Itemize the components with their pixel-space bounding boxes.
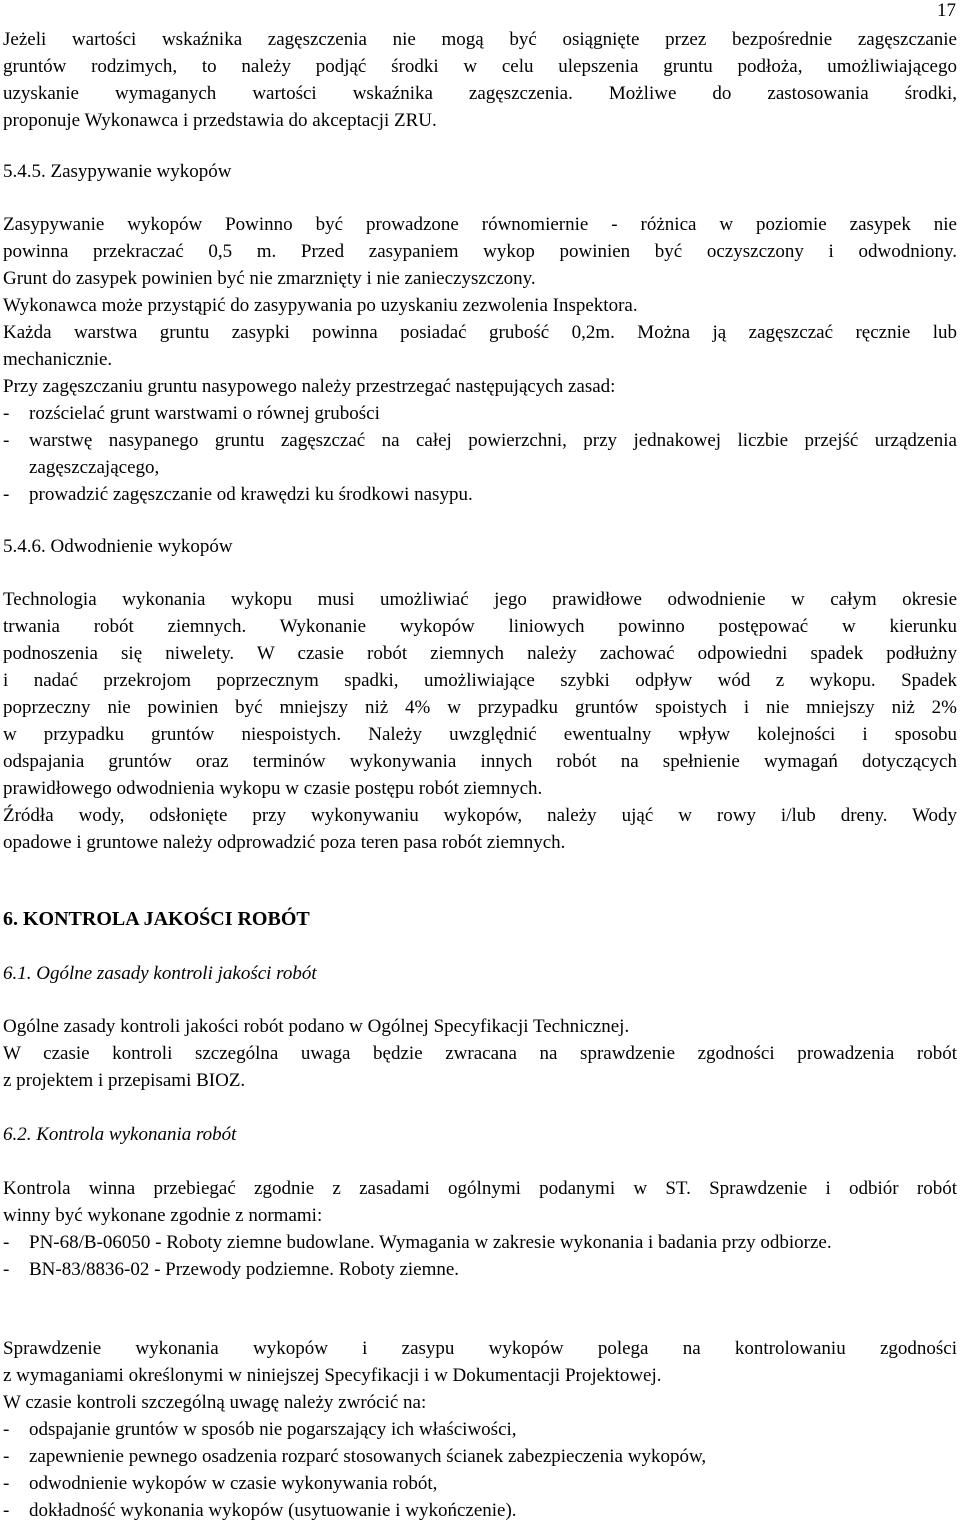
list-item — [3, 1256, 957, 1283]
list-item-text: zapewnienie pewnego osadzenia rozparć stosowanych ścianek zabezpieczenia wykopów, — [29, 1446, 707, 1467]
section-62-checks — [3, 1335, 957, 1524]
paragraph-line: Przy zagęszczaniu gruntu nasypowego należy przestrzegać następujących zasad: — [3, 376, 616, 397]
list-item — [3, 1229, 957, 1256]
list-dash: - — [3, 1473, 10, 1494]
list-item-text: dokładność wykonania wykopów (usytuowanie i wykończenie). — [29, 1500, 517, 1521]
list-item — [3, 1443, 957, 1470]
list-item — [3, 1416, 957, 1443]
subsection-heading-61: 6.1. Ogólne zasady kontroli jakości robót — [3, 963, 317, 984]
paragraph-line: Zasypywanie wykopów Powinno być prowadzone równomiernie - różnica w poziomie zasypek nie — [3, 214, 957, 235]
list-item-text: rozścielać grunt warstwami o równej grubości — [29, 403, 380, 424]
paragraph-line: prawidłowego odwodnienia wykopu w czasie postępu robót ziemnych. — [3, 778, 543, 799]
paragraph-line: podnoszenia się niwelety. W czasie robót ziemnych należy zachować odpowiedni spadek podłużny — [3, 643, 957, 664]
intro-line: gruntów rodzimych, to należy podjąć środki w celu ulepszenia gruntu podłoża, umożliwiającego — [3, 56, 957, 77]
list-dash: - — [3, 403, 10, 424]
list-item — [3, 1470, 957, 1497]
paragraph-line: winny być wykonane zgodnie z normami: — [3, 1205, 323, 1226]
section-546-body — [3, 586, 957, 856]
section-61-body — [3, 1013, 957, 1094]
paragraph-line: powinna przekraczać 0,5 m. Przed zasypaniem wykop powinien być oczyszczony i odwodniony. — [3, 241, 957, 262]
list-dash: - — [3, 1419, 10, 1440]
list-dash: - — [3, 1259, 10, 1280]
paragraph-line: w przypadku gruntów niespoistych. Należy uwzględnić ewentualny wpływ kolejności i sposobu — [3, 724, 957, 745]
paragraph-line: Każda warstwa gruntu zasypki powinna posiadać grubość 0,2m. Można ją zagęszczać ręcznie lub — [3, 322, 957, 343]
list-dash: - — [3, 1446, 10, 1467]
list-item — [3, 400, 957, 427]
paragraph-line: z wymaganiami określonymi w niniejszej Specyfikacji i w Dokumentacji Projektowej. — [3, 1365, 662, 1386]
list-item — [3, 1497, 957, 1524]
intro-paragraph — [3, 26, 957, 134]
paragraph-line: z projektem i przepisami BIOZ. — [3, 1070, 246, 1091]
paragraph-line: W czasie kontroli szczególną uwagę należy zwrócić na: — [3, 1392, 427, 1413]
subsection-heading-62: 6.2. Kontrola wykonania robót — [3, 1124, 237, 1145]
section-heading-546: 5.4.6. Odwodnienie wykopów — [3, 536, 233, 557]
section-62-body — [3, 1175, 957, 1283]
paragraph-line: odspajania gruntów oraz terminów wykonywania innych robót na spełnienie wymagań dotyczących — [3, 751, 957, 772]
list-item-text: warstwę nasypanego gruntu zagęszczać na całej powierzchni, przy jednakowej liczbie przejść urządzenia zagęszczającego, — [29, 430, 957, 478]
list-item — [3, 427, 957, 481]
paragraph-line: Sprawdzenie wykonania wykopów i zasypu wykopów polega na kontrolowaniu zgodności — [3, 1338, 957, 1359]
paragraph-line: poprzeczny nie powinien być mniejszy niż 4% w przypadku gruntów spoistych i nie mniejszy niż 2% — [3, 697, 957, 718]
list-item-text: prowadzić zagęszczanie od krawędzi ku środkowi nasypu. — [29, 484, 473, 505]
list-item-text: PN-68/B-06050 - Roboty ziemne budowlane. Wymagania w zakresie wykonania i badania przy odbiorze. — [29, 1232, 832, 1253]
paragraph-line: Kontrola winna przebiegać zgodnie z zasadami ogólnymi podanymi w ST. Sprawdzenie i odbiór robót — [3, 1178, 957, 1199]
list-dash: - — [3, 1232, 10, 1253]
list-item — [3, 481, 957, 508]
paragraph-line: trwania robót ziemnych. Wykonanie wykopów liniowych powinno postępować w kierunku — [3, 616, 957, 637]
list-dash: - — [3, 484, 10, 505]
chapter-heading: 6. KONTROLA JAKOŚCI ROBÓT — [3, 908, 310, 930]
list-dash: - — [3, 430, 10, 451]
paragraph-line: Źródła wody, odsłonięte przy wykonywaniu wykopów, należy ująć w rowy i/lub dreny. Wody — [3, 805, 957, 826]
paragraph-line: W czasie kontroli szczególna uwaga będzie zwracana na sprawdzenie zgodności prowadzenia robót — [3, 1043, 957, 1064]
paragraph-line: Technologia wykonania wykopu musi umożliwiać jego prawidłowe odwodnienie w całym okresie — [3, 589, 957, 610]
page-number: 17 — [937, 0, 956, 21]
intro-line: Jeżeli wartości wskaźnika zagęszczenia nie mogą być osiągnięte przez bezpośrednie zagęszczanie — [3, 29, 957, 50]
list-dash: - — [3, 1500, 10, 1521]
intro-line: proponuje Wykonawca i przedstawia do akceptacji ZRU. — [3, 110, 437, 131]
paragraph-line: mechanicznie. — [3, 349, 113, 370]
section-heading-545: 5.4.5. Zasypywanie wykopów — [3, 161, 232, 182]
list-item-text: odspajanie gruntów w sposób nie pogarszający ich właściwości, — [29, 1419, 517, 1440]
paragraph-line: Grunt do zasypek powinien być nie zmarznięty i nie zanieczyszczony. — [3, 268, 536, 289]
intro-line: uzyskanie wymaganych wartości wskaźnika zagęszczenia. Możliwe do zastosowania środki, — [3, 83, 957, 104]
paragraph-line: Ogólne zasady kontroli jakości robót podano w Ogólnej Specyfikacji Technicznej. — [3, 1016, 630, 1037]
paragraph-line: opadowe i gruntowe należy odprowadzić poza teren pasa robót ziemnych. — [3, 832, 566, 853]
list-item-text: odwodnienie wykopów w czasie wykonywania robót, — [29, 1473, 438, 1494]
list-item-text: BN-83/8836-02 - Przewody podziemne. Roboty ziemne. — [29, 1259, 460, 1280]
paragraph-line: Wykonawca może przystąpić do zasypywania po uzyskaniu zezwolenia Inspektora. — [3, 295, 638, 316]
section-545-body — [3, 211, 957, 508]
paragraph-line: i nadać przekrojom poprzecznym spadki, umożliwiające szybki odpływ wód z wykopu. Spadek — [3, 670, 957, 691]
